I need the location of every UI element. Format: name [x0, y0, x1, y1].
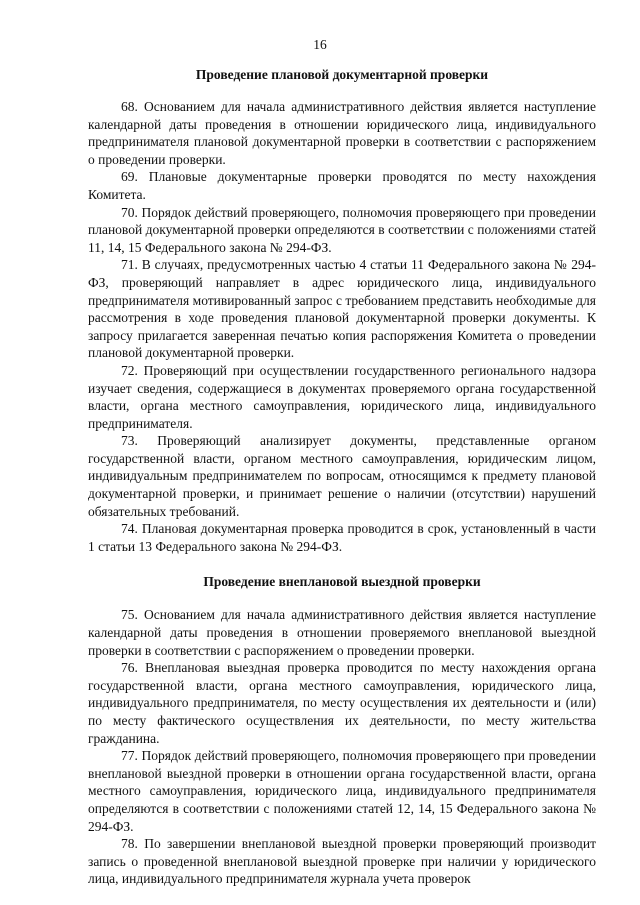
paragraph-69: 69. Плановые документарные проверки проводятся по месту нахождения Комитета.: [88, 169, 596, 202]
paragraph-68: 68. Основанием для начала административного действия является наступление календарной даты проведения в отношении юридического лица, индивидуального предпринимателя плановой документарной проверки в соответствии с распоряжением о проведении проверки.: [88, 99, 596, 167]
paragraph-74: 74. Плановая документарная проверка проводится в срок, установленный в части 1 статьи 13 Федерального закона № 294-ФЗ.: [88, 521, 596, 554]
page-number: 16: [313, 37, 327, 52]
paragraph-75: 75. Основанием для начала административного действия является наступление календарной даты проведения в отношении проверяемого внеплановой выездной проверки в соответствии с распоряжением о проведении проверки.: [88, 607, 596, 658]
paragraph-72: 72. Проверяющий при осуществлении государственного регионального надзора изучает сведения, содержащиеся в документах проверяемого органа государственной власти, органа местного самоуправления, юридического лица, индивидуального предпринимателя.: [88, 362, 596, 431]
section-heading-unscheduled-onsite-inspection: Проведение внеплановой выездной проверки: [203, 574, 481, 590]
paragraph-70: 70. Порядок действий проверяющего, полномочия проверяющего при проведении плановой документарной проверки определяются в соответствии с положениями статей 11, 14, 15 Федерального закона № 294-ФЗ.: [88, 204, 596, 255]
paragraph-73: 73. Проверяющий анализирует документы, представленные органом государственной власти, органом местного самоуправления, юридическим лицом, индивидуальным предпринимателем по вопросам, относящимся к предмету плановой документарной проверки, и принимает решение о наличии (отсутствии) нарушений обязательных требований.: [88, 433, 596, 519]
paragraph-77: 77. Порядок действий проверяющего, полномочия проверяющего при проведении внеплановой выездной проверки в отношении органа государственной власти, органа местного самоуправления, юридического лица, индивидуального предпринимателя определяются в соответствии с положениями статей 12, 14, 15 Федерального закона № 294-ФЗ.: [88, 748, 596, 834]
document-body: [88, 66, 596, 888]
paragraph-71: 71. В случаях, предусмотренных частью 4 статьи 11 Федерального закона № 294-ФЗ, проверяющий направляет в адрес юридического лица, индивидуального предпринимателя мотивированный запрос с требованием представить необходимые для рассмотрения в ходе проведения плановой документарной проверки документы. К запросу прилагается заверенная печатью копия распоряжения Комитета о проведении плановой документарной проверки.: [88, 257, 596, 361]
paragraph-78: 78. По завершении внеплановой выездной проверки проверяющий производит запись о проведенной внеплановой выездной проверке при наличии у юридического лица, индивидуального предпринимателя журнала учета проверок: [88, 836, 596, 887]
section-heading-planned-documentary-inspection: Проведение плановой документарной проверки: [195, 67, 489, 82]
paragraph-76: 76. Внеплановая выездная проверка проводится по месту нахождения органа государственной власти, органа местного самоуправления, юридического лица, индивидуального предпринимателя, по месту осуществления их деятельности и (или) по месту фактического осуществления их деятельности, по месту жительства гражданина.: [88, 660, 596, 746]
